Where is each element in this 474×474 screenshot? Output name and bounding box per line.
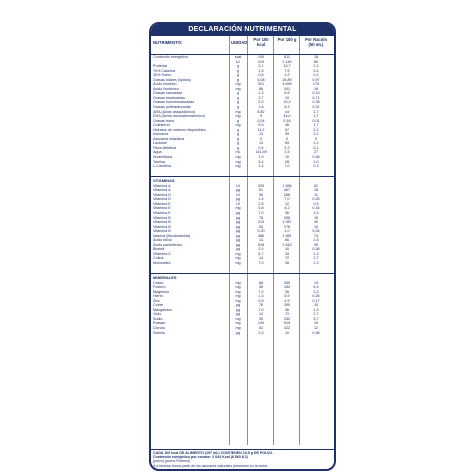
unit-cell: µg xyxy=(235,242,241,247)
value-per-100g: 467 xyxy=(283,188,291,193)
value-per-100kcal: 63 xyxy=(258,325,264,330)
value-per-serving: 0,38 xyxy=(312,100,320,105)
value-per-100kcal: 1,4 xyxy=(258,197,264,202)
value-per-100kcal: 0,20 xyxy=(257,229,265,234)
unit-cell: µg xyxy=(235,233,241,238)
nutrient-name: 30% Suero xyxy=(153,73,172,78)
unit-cell: µg xyxy=(235,220,241,225)
value-per-100kcal: 56 xyxy=(258,192,264,197)
unit-cell: mg xyxy=(235,256,241,261)
value-per-100kcal: 0,04 xyxy=(257,118,265,123)
nutrient-name: Contenido energético xyxy=(153,55,189,59)
value-per-100kcal: 921 xyxy=(257,82,265,87)
unit-cell: µg xyxy=(235,188,241,193)
value-per-serving: 1,3 xyxy=(313,251,319,256)
unit-cell: mg xyxy=(235,251,241,256)
value-per-100kcal: 1,3 xyxy=(258,91,264,96)
value-per-serving: 27 xyxy=(313,150,319,155)
value-per-serving: 0,01 xyxy=(312,118,320,123)
unit-cell: µg xyxy=(235,238,241,243)
value-per-serving: 2,1 xyxy=(313,127,319,132)
value-per-100g: 4 699 xyxy=(282,82,292,87)
unit-cell: mg xyxy=(235,321,241,326)
value-per-100g: 72 xyxy=(284,312,290,317)
value-per-serving: 6,9 xyxy=(313,285,319,290)
value-per-100kcal: 3,7 xyxy=(258,95,264,100)
nutrient-name: Taurina xyxy=(153,159,166,164)
value-per-100g: 152 xyxy=(283,316,291,321)
value-per-100kcal: 5,4 xyxy=(258,159,264,164)
nutrient-name: L-Carnitina xyxy=(153,164,172,169)
value-per-100kcal: 325 xyxy=(257,183,265,188)
nutrient-name: Grasas saturadas xyxy=(153,91,183,96)
value-per-serving: 2,2 xyxy=(313,141,319,146)
unit-cell: mg xyxy=(235,325,241,330)
nutrient-name: Cloruro xyxy=(153,325,166,330)
value-per-100g: 0,16 xyxy=(283,118,291,123)
unit-cell: UI xyxy=(236,201,240,206)
unit-cell: µg xyxy=(235,197,241,202)
unit-cell: µg xyxy=(235,247,241,252)
value-per-serving: 1,3 xyxy=(313,260,319,265)
header-per-100g: Por 100 g xyxy=(277,37,297,42)
value-per-100kcal: 0,6 xyxy=(258,73,264,78)
value-per-100g: 350 xyxy=(283,280,291,285)
value-per-100g: 6,9 xyxy=(284,294,290,299)
value-per-100kcal: 0,8 xyxy=(258,206,264,211)
nutrient-name: Hierro xyxy=(153,294,164,299)
value-per-serving: 12 xyxy=(313,325,319,330)
value-per-100kcal: 2,0 xyxy=(258,247,264,252)
table-row xyxy=(151,164,334,169)
value-per-serving: 1,3 xyxy=(313,289,319,294)
value-per-serving: 0,26 xyxy=(312,294,320,299)
value-per-100g: 1,0 xyxy=(284,229,290,234)
value-per-100g: 36 xyxy=(284,289,290,294)
unit-cell: mg xyxy=(235,316,241,321)
nutrient-name: Vitamina E xyxy=(153,206,171,211)
value-per-100kcal: 6,7 xyxy=(258,251,264,256)
unit-cell: g xyxy=(236,100,240,105)
nutrient-name: Lactosa* xyxy=(153,141,168,146)
nutrient-name: Proteína xyxy=(153,64,167,69)
value-per-100kcal: 2,5 xyxy=(258,201,264,206)
value-per-100kcal: 518 xyxy=(257,242,265,247)
value-per-serving: 0,16 xyxy=(312,206,320,211)
value-per-100kcal: 7,0 xyxy=(258,210,264,215)
nutrient-name: Nucleótidos xyxy=(153,155,173,160)
nutrient-name: Yodo xyxy=(153,312,162,317)
column-headers xyxy=(151,36,334,55)
nutrient-name: Colesterol xyxy=(153,123,170,128)
value-per-serving: 0,5 xyxy=(313,201,319,206)
nutrient-name: Magnesio xyxy=(153,289,169,294)
value-per-serving: 0,38 xyxy=(312,330,320,335)
unit-cell: UI xyxy=(236,183,240,188)
panel-title: DECLARACIÓN NUTRIMENTAL xyxy=(151,24,334,36)
value-per-100kcal: 1,9 xyxy=(258,155,264,160)
nutrient-name: Azúcares añadidos xyxy=(153,136,185,141)
nutrient-name: Biotina xyxy=(153,247,165,252)
value-per-100kcal: 0,4 xyxy=(258,145,264,150)
value-per-100kcal: 5,08 xyxy=(257,77,265,82)
value-per-serving: 0,1 xyxy=(313,73,319,78)
unit-cell: g xyxy=(236,95,240,100)
value-per-100kcal: 7,0 xyxy=(258,260,264,265)
unit-cell: UI xyxy=(236,192,240,197)
footer-notes xyxy=(151,449,334,469)
value-per-100kcal: 54 xyxy=(258,224,264,229)
unit-cell: mg xyxy=(235,123,241,128)
nutrient-name: DHA (Ácido docosahexaenoico) xyxy=(153,114,206,119)
value-per-100kcal: 13 xyxy=(258,132,264,137)
value-per-serving: 2,1 xyxy=(313,64,319,69)
value-per-100kcal: 6,9 xyxy=(258,123,264,128)
value-per-100kcal: 2,0 xyxy=(258,100,264,105)
nutrient-name: Grasas trans xyxy=(153,118,175,123)
value-per-100kcal: 100 xyxy=(257,55,265,59)
unit-cell: mg xyxy=(235,289,241,294)
unit-cell: g xyxy=(236,73,240,78)
unit-cell: mg xyxy=(235,82,241,87)
unit-cell: mg xyxy=(235,260,241,265)
unit-cell: µg xyxy=(235,330,241,335)
minerals-section xyxy=(151,281,334,336)
value-per-serving: 0,31 xyxy=(312,105,320,110)
nutrient-name: Ácido pantoténico xyxy=(153,242,183,247)
nutrient-name: Selenio xyxy=(153,330,166,335)
nutrient-name: Vitamina D xyxy=(153,192,171,197)
nutrient-name: Cobre xyxy=(153,303,164,308)
nutrient-name: Vitamina K xyxy=(153,210,171,215)
unit-cell: mg xyxy=(235,109,241,114)
unit-cell: kJ xyxy=(236,59,240,64)
value-per-100kcal: 7,0 xyxy=(258,307,264,312)
header-unit: UNIDAD xyxy=(231,40,248,45)
value-per-serving: 0,71 xyxy=(312,95,320,100)
value-per-serving: 0,97 xyxy=(312,77,320,82)
value-per-100kcal: 0,9 xyxy=(258,298,264,303)
value-per-100kcal: 14 xyxy=(258,312,264,317)
value-per-serving: 62 xyxy=(313,183,319,188)
value-per-100g: 44 xyxy=(284,109,290,114)
unit-cell: g xyxy=(236,77,240,82)
value-per-100kcal: 213 xyxy=(257,220,265,225)
value-per-100g: 8,3 xyxy=(284,105,290,110)
value-per-100g: 59 xyxy=(284,141,290,146)
nutrient-name: Grasas insaturadas xyxy=(153,95,185,100)
unit-cell: mg xyxy=(235,164,241,169)
value-per-100g: 36 xyxy=(284,210,290,215)
value-per-100g: 44,0 xyxy=(283,114,291,119)
value-per-serving: 2,7 xyxy=(313,312,319,317)
nutrient-name: Calcio xyxy=(153,280,164,285)
value-per-serving: 99 xyxy=(313,242,319,247)
value-per-serving: 0,3 xyxy=(313,164,319,169)
value-per-serving: 1,0 xyxy=(313,159,319,164)
unit-cell: mL xyxy=(235,150,241,155)
value-per-serving: 18 xyxy=(313,55,319,59)
value-per-100g: 46 xyxy=(284,123,290,128)
nutrient-name: Vitamina A xyxy=(153,188,171,193)
unit-cell: g xyxy=(236,136,240,141)
value-per-100g: 1 087 xyxy=(282,220,292,225)
value-per-100kcal: 11,2 xyxy=(257,127,265,132)
value-per-100kcal: 1,3 xyxy=(258,294,264,299)
value-per-serving: 80 xyxy=(313,59,319,64)
nutrient-name: Agua xyxy=(153,150,162,155)
value-per-serving: 1,7 xyxy=(313,123,319,128)
vitamins-heading: VITAMINAS xyxy=(151,176,334,184)
value-per-serving: 176 xyxy=(312,82,320,87)
value-per-100kcal: 91 xyxy=(258,188,264,193)
value-per-100g: 1 656 xyxy=(282,183,292,188)
value-per-100kcal: 78 xyxy=(258,215,264,220)
unit-cell: mg xyxy=(235,298,241,303)
nutrient-name: Azúcares xyxy=(153,132,169,137)
unit-cell: g xyxy=(236,68,240,73)
value-per-100g: 57 xyxy=(284,127,290,132)
header-per-serving: Por Ración (50 mL) xyxy=(304,37,328,47)
unit-cell: µg xyxy=(235,307,241,312)
value-per-100g: 390 xyxy=(283,303,291,308)
value-per-100kcal: 419 xyxy=(257,59,265,64)
value-per-100g: 441 xyxy=(283,86,291,91)
value-per-serving: 16 xyxy=(313,86,319,91)
value-per-serving: 2,5 xyxy=(313,238,319,243)
unit-cell: mg xyxy=(235,206,241,211)
footer-line: *La lactosa forma parte de los azúcares naturales presentes en la leche. xyxy=(153,463,269,468)
unit-cell: mg xyxy=(235,86,241,91)
value-per-100g: 322 xyxy=(283,325,291,330)
table-row xyxy=(151,331,334,336)
value-per-100g: 276 xyxy=(283,224,291,229)
value-per-100g: 2 140 xyxy=(282,59,292,64)
value-per-100kcal: 1,4 xyxy=(258,164,264,169)
value-per-100g: 34 xyxy=(284,251,290,256)
value-per-serving: 0,04 xyxy=(312,229,320,234)
value-per-100g: 72 xyxy=(284,256,290,261)
value-per-100g: 10 xyxy=(284,330,290,335)
value-per-100g: 2,2 xyxy=(284,145,290,150)
value-per-100g: 511 xyxy=(284,55,290,59)
nutrient-name: 70% Caseína xyxy=(153,68,176,73)
minerals-heading: MINERALES xyxy=(151,273,334,281)
value-per-100g: 19 xyxy=(284,95,290,100)
value-per-serving: 18 xyxy=(313,188,319,193)
nutrient-name: Grasas monoinsaturadas xyxy=(153,100,195,105)
value-per-100kcal: 2,1 xyxy=(258,64,264,69)
value-per-100kcal: 141,59 xyxy=(255,150,267,155)
value-per-100g: 0 xyxy=(285,136,289,141)
value-per-serving: 0,26 xyxy=(312,197,320,202)
value-per-serving: 1,3 xyxy=(313,210,319,215)
unit-cell: µg xyxy=(235,224,241,229)
unit-cell: g xyxy=(236,141,240,146)
value-per-serving: 0,17 xyxy=(312,298,320,303)
unit-cell: µg xyxy=(235,215,241,220)
value-per-serving: 1,7 xyxy=(313,114,319,119)
nutrient-name: Zinc xyxy=(153,298,160,303)
value-per-100g: 10,3 xyxy=(283,100,291,105)
nutrient-name: ARA (Ácido araquidónico) xyxy=(153,109,196,114)
value-per-serving: 1,7 xyxy=(313,109,319,114)
value-per-100g: 2,5 xyxy=(284,150,290,155)
value-per-100g: 7,0 xyxy=(284,164,290,169)
value-per-100kcal: 86 xyxy=(258,86,264,91)
value-per-100kcal: 13 xyxy=(258,238,264,243)
main-section xyxy=(151,55,334,169)
nutrient-name: Ácido linolénico xyxy=(153,86,179,91)
nutrient-name: Ácido linoleico xyxy=(153,82,177,87)
nutrient-name: Manganeso xyxy=(153,307,173,312)
unit-cell: mg xyxy=(235,114,241,119)
unit-cell: g xyxy=(236,118,240,123)
value-per-100g: 36 xyxy=(284,260,290,265)
value-per-serving: 0,4 xyxy=(313,68,319,73)
footer-line: Contenido energético por envase: 2 044 Kcal (8 560 KJ) xyxy=(153,455,248,460)
value-per-100g: 59 xyxy=(284,132,290,137)
unit-cell: mg xyxy=(235,294,241,299)
value-per-100g: 10 xyxy=(284,247,290,252)
unit-cell: mg xyxy=(235,159,241,164)
value-per-100g: 7,0 xyxy=(284,197,290,202)
unit-cell: kcal xyxy=(234,55,242,59)
value-per-serving: 1,3 xyxy=(313,307,319,312)
value-per-serving: 74 xyxy=(313,233,319,238)
nutrient-name: Mioinositol xyxy=(153,260,171,265)
value-per-100g: 398 xyxy=(283,215,291,220)
nutrient-name: Niacina (Nicotinamida) xyxy=(153,233,191,238)
nutrient-name: Vitamina B xyxy=(153,224,171,229)
nutrient-name: Vitamina C xyxy=(153,251,171,256)
unit-cell: g xyxy=(236,91,240,96)
unit-cell: g xyxy=(236,132,240,137)
header-nutrient: NUTRIMENTO: xyxy=(153,40,183,45)
value-per-100g: 1 981 xyxy=(282,233,292,238)
unit-cell: g xyxy=(236,64,240,69)
nutrient-name: Vitamina E xyxy=(153,201,171,206)
value-per-100g: 12 xyxy=(284,201,290,206)
value-per-100g: 66 xyxy=(284,238,290,243)
value-per-serving: 0,1 xyxy=(313,145,319,150)
value-per-serving: 10 xyxy=(313,224,319,229)
value-per-100kcal: 8,82 xyxy=(257,109,265,114)
value-per-100g: 3,2 xyxy=(284,73,290,78)
value-per-serving: 2,7 xyxy=(313,256,319,261)
vitamins-section xyxy=(151,184,334,266)
unit-cell: g xyxy=(236,127,240,132)
value-per-100g: 36 xyxy=(284,307,290,312)
nutrient-name: Sodio xyxy=(153,316,163,321)
table-row xyxy=(151,261,334,266)
value-per-100kcal: 7,0 xyxy=(258,289,264,294)
unit-cell: mg xyxy=(235,285,241,290)
value-per-100kcal: 386 xyxy=(257,233,265,238)
nutrient-name: Vitamina B xyxy=(153,220,171,225)
unit-cell: µg xyxy=(235,303,241,308)
value-per-serving: 11 xyxy=(314,192,318,197)
value-per-100kcal: 9 xyxy=(259,114,263,119)
nutrient-name: Ácido fólico xyxy=(153,238,172,243)
value-per-serving: 0 xyxy=(314,136,318,141)
table-body xyxy=(151,55,334,335)
unit-cell: µg xyxy=(235,229,241,234)
value-per-100kcal: 2,0 xyxy=(258,330,264,335)
value-per-serving: 15 xyxy=(313,303,319,308)
value-per-100kcal: 0 xyxy=(259,136,263,141)
unit-cell: g xyxy=(236,145,240,150)
nutrition-facts-panel xyxy=(149,22,336,471)
value-per-100g: 2 642 xyxy=(282,242,292,247)
nutrient-name: Vitamina B xyxy=(153,215,171,220)
value-per-serving: 0,36 xyxy=(312,155,320,160)
nutrient-name: Fósforo xyxy=(153,285,166,290)
value-per-100g: 28 xyxy=(284,159,290,164)
value-per-100kcal: 30 xyxy=(258,316,264,321)
value-per-100kcal: 1,5 xyxy=(258,68,264,73)
value-per-100kcal: 68 xyxy=(258,280,264,285)
unit-cell: mg xyxy=(235,155,241,160)
unit-cell: µg xyxy=(235,210,241,215)
nutrient-name: Grasas totales (lípidos) xyxy=(153,77,191,82)
value-per-serving: 15 xyxy=(313,215,319,220)
value-per-serving: 2,2 xyxy=(313,132,319,137)
footer-line: CADA 100 kcal DE ALIMENTO (157 mL) CONTIENEN 19,5 g DE POLVO. xyxy=(153,450,274,455)
nutrient-name: Vitamina B xyxy=(153,229,171,234)
value-per-100g: 4,2 xyxy=(284,206,290,211)
nutrient-name: Vitamina A xyxy=(153,183,171,188)
nutrient-name: Grasas poliinsaturadas xyxy=(153,105,191,110)
value-per-serving: 5,7 xyxy=(313,316,319,321)
value-per-100g: 6,5 xyxy=(284,91,290,96)
unit-cell: g xyxy=(236,105,240,110)
value-per-100g: 510 xyxy=(283,321,291,326)
header-per-100kcal: Por 100 kcal xyxy=(253,37,269,47)
value-per-100kcal: 1,6 xyxy=(258,105,264,110)
value-per-100g: 4,5 xyxy=(284,298,290,303)
value-per-100g: 184 xyxy=(283,285,291,290)
nutrient-name: Potasio xyxy=(153,321,166,326)
footer-line: (polvo) (porno Rotenol) xyxy=(153,459,190,464)
nutrient-name: Colina xyxy=(153,256,164,261)
value-per-100g: 25,89 xyxy=(282,77,292,82)
value-per-100g: 286 xyxy=(283,192,291,197)
value-per-100kcal: 13 xyxy=(258,141,264,146)
nutrient-name: Vitamina D xyxy=(153,197,171,202)
nutrient-name: Fibra dietética xyxy=(153,145,177,150)
value-per-serving: 19 xyxy=(313,321,319,326)
value-per-100kcal: 76 xyxy=(258,303,264,308)
value-per-100g: 10 xyxy=(284,155,290,160)
value-per-serving: 40 xyxy=(313,220,319,225)
value-per-serving: 0,19 xyxy=(312,91,320,96)
value-per-100g: 10,7 xyxy=(283,64,291,69)
value-per-100g: 7,5 xyxy=(284,68,290,73)
nutrient-name: Hidratos de carbono disponibles xyxy=(153,127,206,132)
value-per-100kcal: 14 xyxy=(258,256,264,261)
unit-cell: µg xyxy=(235,312,241,317)
value-per-serving: 13 xyxy=(313,280,319,285)
value-per-100kcal: 100 xyxy=(257,321,265,326)
unit-cell: mg xyxy=(235,280,241,285)
value-per-serving: 0,38 xyxy=(312,247,320,252)
value-per-100kcal: 36 xyxy=(258,285,264,290)
